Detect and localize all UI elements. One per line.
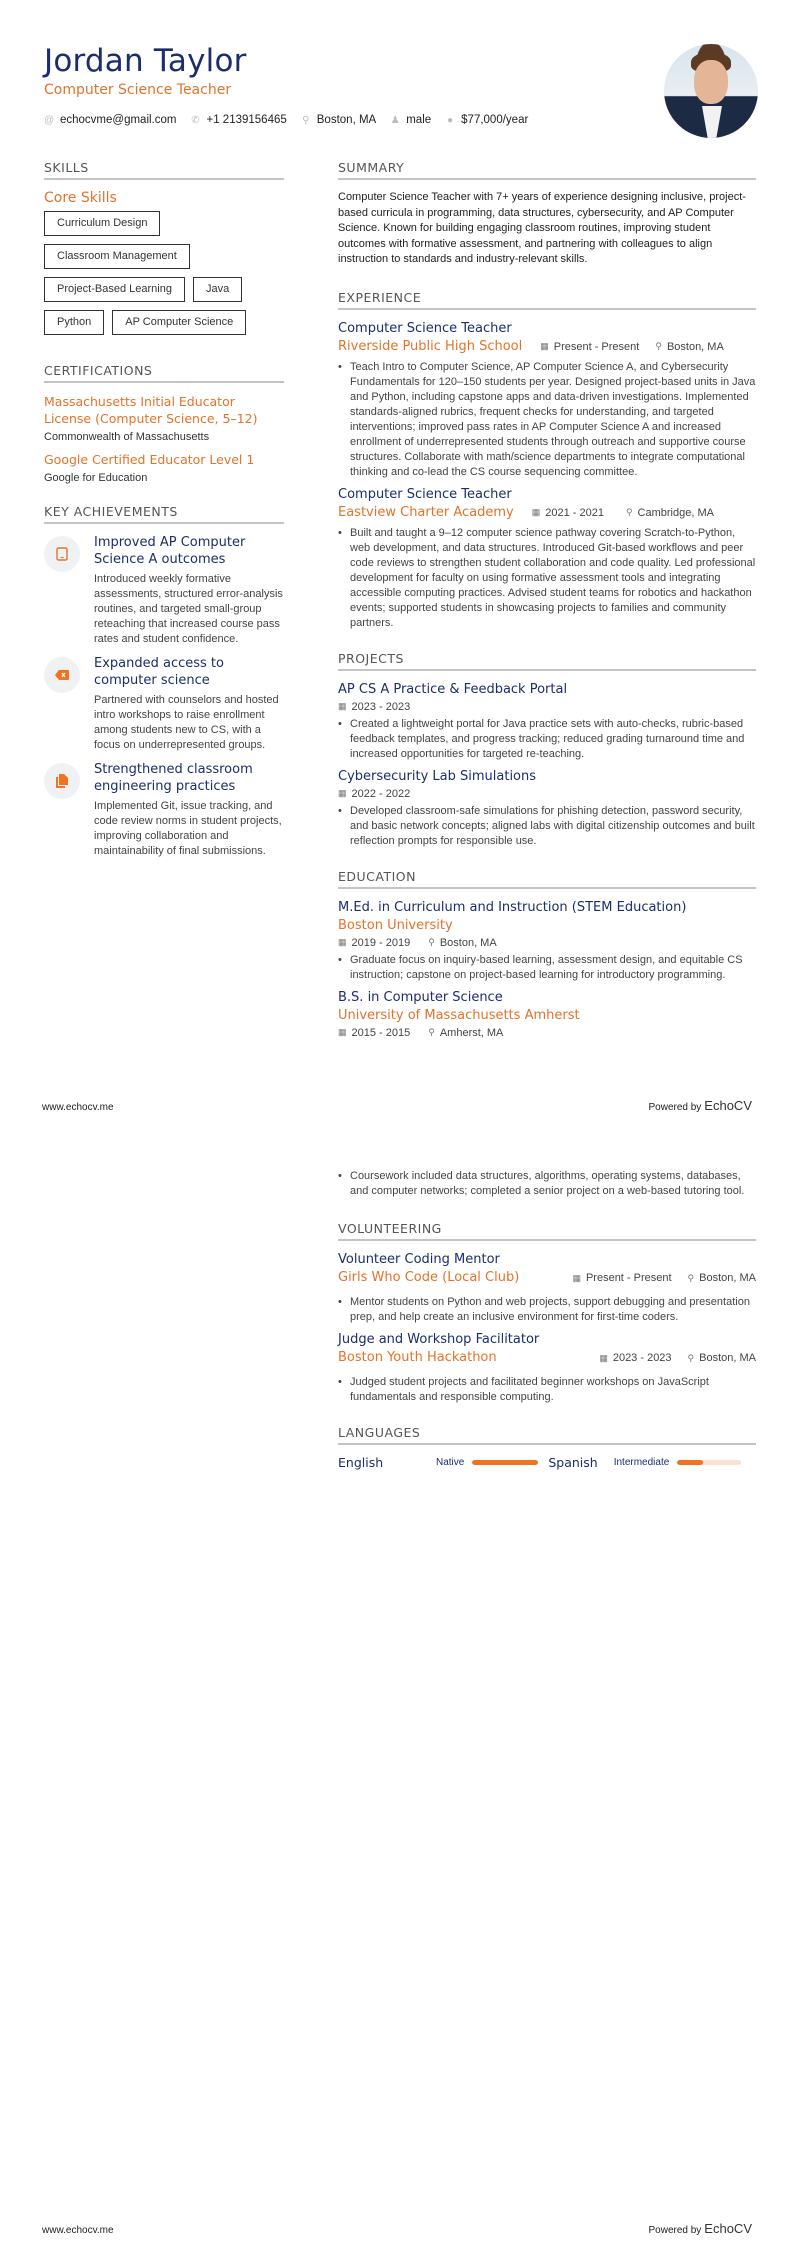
job-org: Riverside Public High School [338,338,523,354]
footer-site-link[interactable]: www.echocv.me [42,2225,114,2236]
left-column [44,160,284,879]
summary-text: Computer Science Teacher with 7+ years of experience designing inclusive, project-based curricula in programming, data structures, cybersecurity, and AP Computer Science. Known for building engaging classroom routines, improving student outcomes with formative assessment, and partnering with colleagues to align instruction to standards and industry-relevant skills. [338,191,746,265]
money-icon: ● [447,114,454,126]
page-footer [42,2221,752,2236]
cert-issuer: Google for Education [44,472,148,484]
footer-site-link[interactable]: www.echocv.me [42,1102,114,1113]
language-name: English [338,1455,384,1470]
calendar-icon: ▦ [599,1352,608,1363]
education-item: M.Ed. in Curriculum and Instruction (STEM Education) Boston University ▦ 2019 - 2019 ⚲ Boston, MA • Graduate focus on inquiry-based learning, assessment design, and equitable CS instruction; capstone on project-based learning for introductory programming. [338,899,756,983]
copy-icon [44,763,80,799]
footer-powered: Powered by EchoCV [648,1098,752,1113]
summary-section [338,160,756,268]
avatar [664,44,758,138]
cert-name: Massachusetts Initial Educator License (Computer Science, 5–12) [44,394,258,426]
cert-name: Google Certified Educator Level 1 [44,452,255,467]
calendar-icon: ▦ [338,701,347,711]
skills-chips [44,211,284,343]
right-column-continued [338,1165,756,1490]
project-bullet: • Developed classroom-safe simulations for phishing detection, password security, and basic network concepts; aligned labs with digital citizenship outcomes and built reflection prompts for responsible use. [338,804,756,849]
page-footer [42,1098,752,1113]
location-icon: ⚲ [687,1272,695,1283]
skill-chip: Curriculum Design [44,211,160,236]
contact-list [44,114,542,126]
language-name: Spanish [548,1455,598,1470]
volunteering-item: Judge and Workshop Facilitator Boston Youth Hackathon ▦ 2023 - 2023 ⚲ Boston, MA • Judged student projects and facilitated beginner workshops on JavaScript fundamentals and responsible computing. [338,1331,756,1405]
skill-chip: Java [193,277,242,302]
summary-heading: SUMMARY [338,160,756,180]
footer-brand[interactable]: EchoCV [704,1098,752,1113]
contact-gender: ♟ male [390,114,432,126]
volunteer-role: Judge and Workshop Facilitator [338,1332,540,1347]
project-name: AP CS A Practice & Feedback Portal [338,681,568,697]
skills-group-title: Core Skills [44,190,117,206]
school: Boston University [338,917,453,933]
projects-section [338,651,756,849]
experience-item: Computer Science Teacher Riverside Public High School ▦ Present - Present ⚲ Boston, MA • Teach Intro to Computer Science, AP Computer Science A, and Cybersecurity Fundamentals for 120–150 students per year. Designed project-based units in Java and Python, including capstone apps and data-driven investigations. Implemented standards-aligned rubrics, frequent checks for understanding, and targeted interventions; improved pass rates in AP Computer Science A and increased enrollment of underrepresented students through outreach and supportive course structures. Collaborate with math/science departments to integrate computational thinking and co-lead the CS course sequencing committee. [338,320,756,480]
languages-heading: LANGUAGES [338,1425,756,1445]
job-bullet: • Built and taught a 9–12 computer science pathway covering Scratch-to-Python, web development, and data structures. Introduced Git-based workflows and peer code reviews to strengthen student collaboration and code quality. Led professional development for faculty on using formative assessment tools and integrating accessible computing practices. Advised student teams for robotics and hackathon events; supported students in showcasing projects to families and community partners. [338,526,756,631]
degree: B.S. in Computer Science [338,989,503,1005]
contact-salary: ● $77,000/year [447,114,529,126]
project-bullet: • Created a lightweight portal for Java practice sets with auto-checks, rubric-based feedback templates, and progress tracking; reduced grading turnaround time and increased opportunities for targeted re-teaching. [338,717,756,762]
certifications-section [44,363,284,484]
project-item: AP CS A Practice & Feedback Portal ▦ 2023 - 2023 • Created a lightweight portal for Java practice sets with auto-checks, rubric-based feedback templates, and progress tracking; reduced grading turnaround time and increased opportunities for targeted re-teaching. [338,681,756,762]
volunteer-bullet: • Judged student projects and facilitated beginner workshops on JavaScript fundamentals and responsible computing. [338,1375,756,1405]
achievements-heading: KEY ACHIEVEMENTS [44,504,284,524]
achievements-section [44,504,284,859]
location-icon: ⚲ [625,507,633,517]
footer-powered: Powered by EchoCV [648,2221,752,2236]
phone-icon: ✆ [191,114,200,126]
job-org: Eastview Charter Academy [338,504,514,520]
volunteer-org: Boston Youth Hackathon [338,1350,497,1365]
education-heading: EDUCATION [338,869,756,889]
at-icon: @ [44,114,55,126]
project-item: Cybersecurity Lab Simulations ▦ 2022 - 2022 • Developed classroom-safe simulations for phishing detection, password security, and basic network concepts; aligned labs with digital citizenship outcomes and built reflection prompts for responsible use. [338,768,756,849]
skill-chip: Project-Based Learning [44,277,185,302]
calendar-icon: ▦ [540,341,549,351]
job-role: Computer Science Teacher [338,486,512,502]
experience-item: Computer Science Teacher Eastview Charter Academy ▦ 2021 - 2021 ⚲ Cambridge, MA • Built and taught a 9–12 computer science pathway covering Scratch-to-Python, web development, and data structures. Introduced Git-based workflows and peer code reviews to strengthen student collaboration and code quality. Led professional development for faculty on using formative assessment tools and integrating accessible computing practices. Advised student teams for robotics and hackathon events; supported students in showcasing projects to families and community partners. [338,486,756,631]
achievement-item: Improved AP Computer Science A outcomes Introduced weekly formative assessments, structured error-analysis routines, and targeted small-group reteaching that increased course pass rates and student confidence. [44,534,284,647]
resume-page-2 [0,1123,794,2246]
skill-chip: Classroom Management [44,244,190,269]
backspace-icon [44,657,80,693]
location-icon: ⚲ [302,114,310,126]
projects-heading: PROJECTS [338,651,756,671]
languages-list [338,1455,756,1470]
education-bullet: • Coursework included data structures, algorithms, operating systems, databases, and computer networks; completed a senior project on a web-based tutoring tool. [338,1169,756,1199]
calendar-icon: ▦ [338,937,347,947]
education-bullet: • Graduate focus on inquiry-based learning, assessment design, and equitable CS instruction; capstone on project-based learning for introductory programming. [338,953,756,983]
location-icon: ⚲ [687,1352,695,1363]
calendar-icon: ▦ [531,507,541,517]
degree: M.Ed. in Curriculum and Instruction (STEM Education) [338,899,687,915]
volunteer-role: Volunteer Coding Mentor [338,1252,500,1267]
calendar-icon: ▦ [338,1027,347,1037]
volunteering-heading: VOLUNTEERING [338,1221,756,1241]
volunteering-section [338,1221,756,1405]
candidate-title: Computer Science Teacher [44,82,232,98]
footer-brand[interactable]: EchoCV [704,2221,752,2236]
certifications-heading: CERTIFICATIONS [44,363,284,383]
job-bullet: • Teach Intro to Computer Science, AP Computer Science A, and Cybersecurity Fundamentals for 120–150 students per year. Designed project-based units in Java and Python, including capstone apps and data-driven investigations. Implemented standards-aligned rubrics, frequent checks for understanding, and targeted interventions; improved pass rates in AP Computer Science A and increased enrollment of underrepresented students through outreach and supportive course structures. Collaborate with math/science departments to integrate computational thinking and co-lead the CS course sequencing committee. [338,360,756,480]
experience-heading: EXPERIENCE [338,290,756,310]
achievement-item: Strengthened classroom engineering practices Implemented Git, issue tracking, and code review norms in student projects, improving collaboration and maintainability of final submissions. [44,761,284,859]
contact-phone[interactable]: ✆ +1 2139156465 [191,114,287,126]
calendar-icon: ▦ [572,1272,581,1283]
cert-issuer: Commonwealth of Massachusetts [44,431,210,443]
languages-section [338,1425,756,1470]
contact-email[interactable]: @ echocvme@gmail.com [44,114,177,126]
project-name: Cybersecurity Lab Simulations [338,768,537,784]
contact-location: ⚲ Boston, MA [302,114,377,126]
skill-chip: Python [44,310,104,335]
language-bar [677,1460,741,1465]
calendar-icon: ▦ [338,788,347,798]
language-level: Native [436,1457,465,1468]
language-bar [472,1460,538,1465]
skills-heading: SKILLS [44,160,284,180]
school: University of Massachusetts Amherst [338,1007,580,1023]
skill-chip: AP Computer Science [112,310,246,335]
volunteer-org: Girls Who Code (Local Club) [338,1270,520,1285]
location-icon: ⚲ [655,341,662,351]
education-section [338,869,756,1039]
right-column [338,160,756,1059]
skills-section [44,160,284,343]
job-role: Computer Science Teacher [338,320,512,336]
location-icon: ⚲ [428,1027,435,1037]
education-item: B.S. in Computer Science University of Massachusetts Amherst ▦ 2015 - 2015 ⚲ Amherst, MA [338,989,756,1039]
resume-header [44,42,542,126]
person-icon: ♟ [390,114,400,126]
volunteering-item: Volunteer Coding Mentor Girls Who Code (Local Club) ▦ Present - Present ⚲ Boston, MA • Mentor students on Python and web projects, support debugging and presentation prep, and help create an inclusive environment for first-time coders. [338,1251,756,1325]
candidate-name: Jordan Taylor [44,43,247,79]
volunteer-bullet: • Mentor students on Python and web projects, support debugging and presentation prep, and help create an inclusive environment for first-time coders. [338,1295,756,1325]
location-icon: ⚲ [428,937,435,947]
experience-section [338,290,756,631]
language-level: Intermediate [613,1457,670,1468]
tablet-icon [44,536,80,572]
achievement-item: Expanded access to computer science Partnered with counselors and hosted intro workshops to raise enrollment among students new to CS, with a focus on underrepresented groups. [44,655,284,753]
